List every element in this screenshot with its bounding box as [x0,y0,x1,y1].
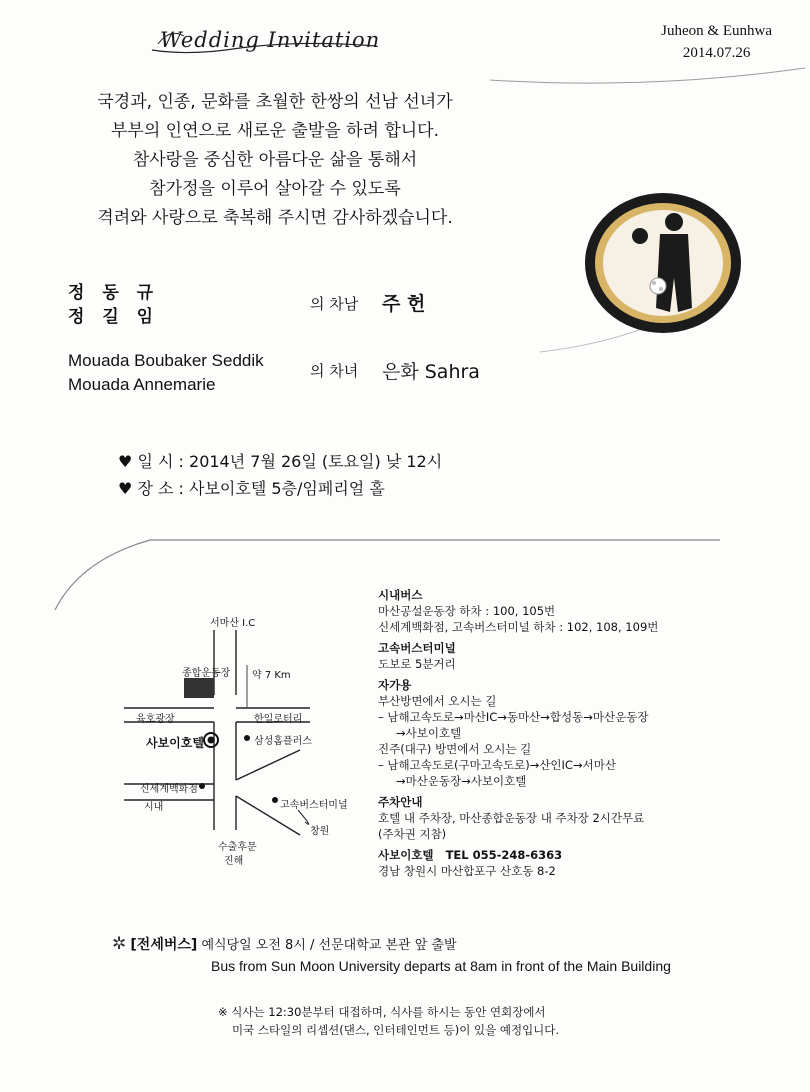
greeting-line: 부부의 인연으로 새로운 출발을 하려 합니다. [110,121,440,141]
notice-line-2: 미국 스타일의 리셉션(댄스, 인터테인먼트 등)이 있을 예정입니다. [232,1023,560,1037]
bride-parents [68,349,264,397]
map-label-savoy: 사보이호텔 [146,736,204,750]
groom-name: 주 헌 [382,293,426,315]
couple-emblem [582,188,744,338]
hotel-title [378,847,658,863]
info-line: 부산방면에서 오시는 길 [378,694,497,708]
info-line: (주차권 지참) [378,827,447,841]
groom-father: 정 동 규 [68,283,160,303]
stadium-icon [184,678,214,698]
groom-parents [68,281,159,329]
map-label-stadium: 종합운동장 [182,668,231,679]
map-label-masan-ic: 서마산 I.C [210,618,256,629]
groom-head-icon [665,213,683,231]
couple-header [661,20,772,64]
info-line: 신세계백화점, 고속버스터미널 하차 : 102, 108, 109번 [378,620,659,634]
car-title: 자가용 [378,678,412,692]
map-label-yukho: 육호광장 [136,714,175,725]
flourish-icon [150,22,380,58]
greeting-message [60,88,490,233]
time-label: 일 시 : [137,452,184,471]
city-bus-title: 시내버스 [378,588,423,602]
map-label-downtown: 시내 [144,802,164,813]
greeting-line: 국경과, 인종, 문화를 초월한 한쌍의 선남 선녀가 [97,92,453,112]
greeting-line: 참가정을 이루어 살아갈 수 있도록 [149,179,401,199]
couple-names: Juheon & Eunhwa [661,23,772,39]
groom-mother: 정 길 임 [68,307,160,327]
hotel-address: 경남 창원시 마산합포구 산호동 8-2 [378,864,556,878]
location-map [100,600,370,880]
title-text: Wedding Invitation [160,28,381,52]
hotel-phone: TEL 055-248-6363 [445,848,563,862]
map-label-samsung: 삼성홈플러스 [254,736,312,747]
bouquet-icon [650,278,666,294]
map-label-shinsegae: 신세계백화점 [140,784,198,795]
wedding-invitation-title [160,28,380,52]
parking-title: 주차안내 [378,795,423,809]
info-line: →사보이호텔 [396,726,462,740]
info-line: 도보로 5분거리 [378,657,456,671]
express-terminal-title: 고속버스터미널 [378,641,456,655]
groom-relation: 의 차남 [310,295,359,313]
meal-notice [218,1003,559,1039]
info-line: 마산공설운동장 하차 : 100, 105번 [378,604,556,618]
map-label-express: 고속버스터미널 [280,800,348,811]
charter-bus-notice [112,934,671,976]
bride-father: Mouada Boubaker Seddik [68,351,264,370]
asterisk-flower-icon: ✲ [112,934,127,954]
charter-bus-label: [전세버스] [130,937,198,953]
greeting-line: 참사랑을 중심한 아름다운 삶을 통해서 [132,150,418,170]
info-line: – 남해고속도로→마산IC→동마산→합성동→마산운동장 [378,710,649,724]
directions-info [378,582,658,879]
place-value: 사보이호텔 5층/임페리얼 홀 [189,479,385,498]
heart-icon: ♥ [118,452,133,471]
wedding-date: 2014.07.26 [682,45,751,61]
bride-mother: Mouada Annemarie [68,375,216,394]
map-label-export-gate: 수출후문 [218,842,257,853]
time-value: 2014년 7월 26일 (토요일) 낮 12시 [189,452,443,471]
map-label-jinhae: 진해 [224,856,244,867]
event-place [118,476,385,499]
info-line: →마산운동장→사보이호텔 [396,774,527,788]
charter-bus-korean: 예식당일 오전 8시 / 선문대학교 본관 앞 출발 [201,938,457,953]
map-label-hanil: 한일로터리 [254,714,303,725]
info-line: – 남해고속도로(구마고속도로)→산인IC→서마산 [378,758,616,772]
info-line: 호텔 내 주차장, 마산종합운동장 내 주차장 2시간무료 [378,811,645,825]
charter-bus-english: Bus from Sun Moon University departs at 8am in front of the Main Building [211,958,671,974]
heart-icon: ♥ [118,479,133,498]
notice-mark: ※ [218,1005,228,1019]
map-label-distance: 약 7 Km [252,670,291,681]
bride-name: 은화 Sahra [382,361,480,383]
place-label: 장 소 : [137,479,184,498]
event-time [118,449,442,472]
notice-line-1: 식사는 12:30분부터 대접하며, 식사를 하시는 동안 연회장에서 [231,1005,546,1019]
info-line: 진주(대구) 방면에서 오시는 길 [378,742,532,756]
map-label-changwon: 창원 [310,826,330,837]
bride-relation: 의 차녀 [310,362,359,380]
bride-head-icon [632,228,648,244]
greeting-line: 격려와 사랑으로 축복해 주시면 감사하겠습니다. [97,208,453,228]
hotel-name: 사보이호텔 [378,848,434,862]
